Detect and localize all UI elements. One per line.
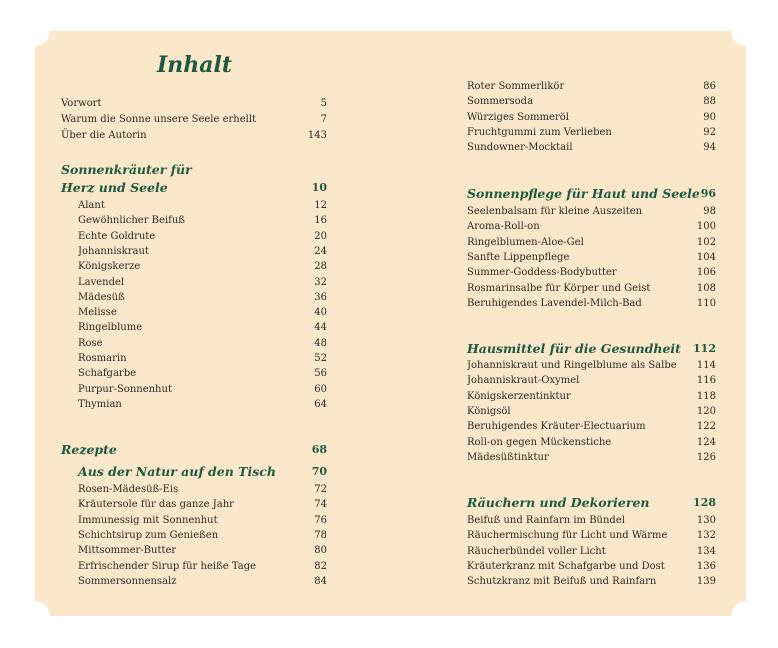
page-number: 78: [314, 529, 327, 541]
entry-title: Ringelblume: [78, 322, 143, 334]
page-number: 70: [311, 465, 327, 478]
toc-entry: [467, 250, 716, 266]
entry-title: Schichtsirup zum Genießen: [78, 529, 219, 541]
toc-entry: [78, 497, 327, 513]
entry-title: Seelenbalsam für kleine Auszeiten: [467, 206, 643, 217]
section-heading: [61, 441, 327, 459]
page-number: 118: [696, 390, 716, 402]
entry-title: Aus der Natur auf den Tisch: [78, 464, 276, 479]
entry-title: Räucherbündel voller Licht: [467, 545, 606, 557]
toc-entry: [467, 559, 716, 575]
entry-title: Rose: [78, 337, 103, 349]
entry-title: Königskerzentinktur: [467, 390, 571, 402]
toc-entry: [467, 373, 716, 389]
entry-title: Beruhigendes Kräuter-Electuarium: [467, 421, 646, 433]
toc-entry: [78, 559, 327, 575]
entry-title: Königskerze: [78, 261, 141, 273]
toc-entry: [61, 112, 327, 128]
entry-title: Johanniskraut: [78, 245, 149, 257]
page-number: 108: [696, 282, 716, 294]
toc-entry: [61, 128, 327, 144]
toc-entry: [78, 320, 327, 336]
page-number: 10: [311, 181, 327, 194]
page-number: 12: [314, 200, 327, 211]
toc-entry: [467, 204, 716, 220]
entry-title: Roll-on gegen Mückenstiche: [467, 436, 612, 448]
entry-title: Sundowner-Mocktail: [467, 142, 573, 154]
toc-entry: [467, 79, 716, 95]
toc-entry: [78, 275, 327, 291]
section-heading: [61, 179, 327, 197]
entry-title: Ringelblumen-Aloe-Gel: [467, 236, 584, 248]
toc-entry: [78, 351, 327, 367]
section-heading: [61, 161, 327, 179]
page-number: 114: [696, 360, 716, 371]
entry-title: Rezepte: [61, 442, 117, 457]
entry-title: Mädesüßtinktur: [467, 451, 549, 463]
toc-entry: [467, 358, 716, 374]
page-number: 139: [696, 576, 716, 588]
section-heading: [467, 340, 716, 358]
page-number: 130: [696, 515, 716, 526]
toc-entry: [467, 544, 716, 560]
toc-entry: [78, 574, 327, 590]
toc-entry: [78, 305, 327, 321]
toc-entry: [78, 397, 327, 413]
entry-title: Thymian: [78, 398, 122, 410]
entry-title: Schutzkranz mit Beifuß und Rainfarn: [467, 576, 657, 588]
toc-entry: [78, 543, 327, 559]
entry-title: Vorwort: [61, 98, 102, 109]
page-number: 98: [703, 206, 716, 217]
entry-title: Johanniskraut-Oxymel: [467, 375, 580, 387]
page-number: 110: [696, 297, 716, 309]
corner-notch-top-left: [20, 16, 50, 46]
page-number: 112: [693, 342, 716, 355]
page-number: 82: [314, 560, 327, 572]
entry-title: Warum die Sonne unsere Seele erhellt: [61, 114, 257, 125]
toc-entry: [467, 389, 716, 405]
page-number: 60: [314, 383, 327, 395]
entry-title: Gewöhnlicher Beifuß: [78, 215, 185, 227]
toc-entry: [467, 265, 716, 281]
page-number: 28: [314, 261, 327, 273]
page-number: 76: [314, 514, 327, 526]
toc-entry: [78, 482, 327, 498]
toc-entry: [467, 235, 716, 251]
entry-title: Immunessig mit Sonnenhut: [78, 514, 218, 526]
subsection-heading: [78, 463, 327, 481]
entry-title: Beifuß und Rainfarn im Bündel: [467, 515, 625, 526]
corner-notch-top-right: [731, 16, 761, 46]
entry-title: Aroma-Roll-on: [467, 221, 540, 233]
toc-entry: [467, 110, 716, 126]
section-heading: [467, 185, 716, 203]
page-number: 44: [314, 322, 327, 334]
page-number: 96: [700, 187, 716, 200]
entry-title: Kräutersole für das ganze Jahr: [78, 499, 234, 511]
toc-entry: [78, 366, 327, 382]
toc-entry: [78, 290, 327, 306]
toc-entry: [467, 125, 716, 141]
page-number: 64: [314, 398, 327, 410]
toc-entry: [467, 574, 716, 590]
entry-title: Würziges Sommeröl: [467, 111, 569, 123]
toc-entry: [78, 244, 327, 260]
toc-entry: [467, 450, 716, 466]
page-number: 24: [314, 245, 327, 257]
page-number: 72: [314, 484, 327, 495]
page-number: 126: [696, 451, 716, 463]
toc-entry: [467, 219, 716, 235]
entry-title: Lavendel: [78, 276, 125, 288]
corner-notch-bottom-right: [731, 601, 761, 631]
entry-title: Sommersoda: [467, 96, 534, 108]
entry-title: Echte Goldrute: [78, 230, 156, 242]
toc-entry: [467, 419, 716, 435]
page-number: 124: [696, 436, 716, 448]
entry-title: Purpur-Sonnenhut: [78, 383, 172, 395]
page-number: 84: [314, 575, 327, 587]
page-number: 104: [696, 251, 716, 263]
toc-entry: [78, 198, 327, 214]
page-number: 20: [314, 230, 327, 242]
page-number: 40: [314, 307, 327, 319]
page-number: 134: [696, 545, 716, 557]
entry-title: Räuchermischung für Licht und Wärme: [467, 530, 668, 542]
entry-title: Über die Autorin: [61, 130, 147, 141]
entry-title: Sonnenpflege für Haut und Seele: [467, 186, 700, 201]
page-number: 132: [696, 530, 716, 542]
page-number: 120: [696, 405, 716, 417]
page-number: 74: [314, 499, 327, 511]
page-number: 32: [314, 276, 327, 288]
entry-title: Roter Sommerlikör: [467, 81, 565, 92]
page-number: 88: [703, 96, 716, 108]
toc-entry: [467, 513, 716, 529]
page-number: 5: [320, 98, 327, 109]
page-number: 80: [314, 545, 327, 557]
entry-title: Fruchtgummi zum Verlieben: [467, 126, 612, 138]
toc-entry: [61, 96, 327, 112]
entry-title: Sanfte Lippenpflege: [467, 251, 570, 263]
page-title: Inhalt: [157, 52, 233, 78]
entry-title: Sommersonnensalz: [78, 575, 177, 587]
entry-title: Rosmarinsalbe für Körper und Geist: [467, 282, 651, 294]
page-number: 136: [696, 560, 716, 572]
page-number: 90: [703, 111, 716, 123]
toc-entry: [467, 94, 716, 110]
toc-entry: [78, 513, 327, 529]
entry-title: Herz und Seele: [61, 180, 168, 195]
toc-entry: [467, 435, 716, 451]
corner-notch-bottom-left: [20, 601, 50, 631]
entry-title: Erfrischender Sirup für heiße Tage: [78, 560, 257, 572]
entry-title: Mädesüß: [78, 291, 125, 303]
entry-title: Rosen-Mädesüß-Eis: [78, 484, 179, 495]
entry-title: Beruhigendes Lavendel-Milch-Bad: [467, 297, 642, 309]
entry-title: Königsöl: [467, 405, 511, 417]
page-number: 100: [696, 221, 716, 233]
page-number: 143: [307, 130, 327, 141]
toc-entry: [78, 213, 327, 229]
page-number: 68: [311, 443, 327, 456]
page-number: 36: [314, 291, 327, 303]
entry-title: Rosmarin: [78, 353, 127, 364]
page-number: 7: [320, 114, 327, 125]
toc-entry: [78, 528, 327, 544]
entry-title: Melisse: [78, 307, 117, 319]
toc-entry: [467, 281, 716, 297]
page-number: 52: [314, 353, 327, 364]
toc-entry: [467, 140, 716, 156]
toc-entry: [78, 336, 327, 352]
entry-title: Summer-Goddess-Bodybutter: [467, 267, 617, 279]
page-number: 116: [696, 375, 716, 387]
entry-title: Schafgarbe: [78, 368, 137, 380]
entry-title: Hausmittel für die Gesundheit: [467, 341, 681, 356]
page-number: 122: [696, 421, 716, 433]
page-number: 92: [703, 126, 716, 138]
toc-entry: [467, 528, 716, 544]
entry-title: Räuchern und Dekorieren: [467, 495, 650, 510]
entry-title: Mittsommer-Butter: [78, 545, 177, 557]
entry-title: Sonnenkräuter für: [61, 162, 192, 177]
page-number: 106: [696, 267, 716, 279]
section-heading: [467, 494, 716, 512]
page-number: 48: [314, 337, 327, 349]
toc-entry: [78, 382, 327, 398]
toc-entry: [78, 229, 327, 245]
page-number: 94: [703, 142, 716, 154]
page-number: 102: [696, 236, 716, 248]
page-number: 16: [314, 215, 327, 227]
page-number: 86: [703, 81, 716, 92]
toc-entry: [467, 404, 716, 420]
entry-title: Kräuterkranz mit Schafgarbe und Dost: [467, 560, 665, 572]
entry-title: Alant: [78, 200, 105, 211]
page-number: 56: [314, 368, 327, 380]
page-number: 128: [693, 496, 716, 509]
toc-entry: [467, 296, 716, 312]
entry-title: Johanniskraut und Ringelblume als Salbe: [467, 360, 677, 371]
toc-entry: [78, 259, 327, 275]
